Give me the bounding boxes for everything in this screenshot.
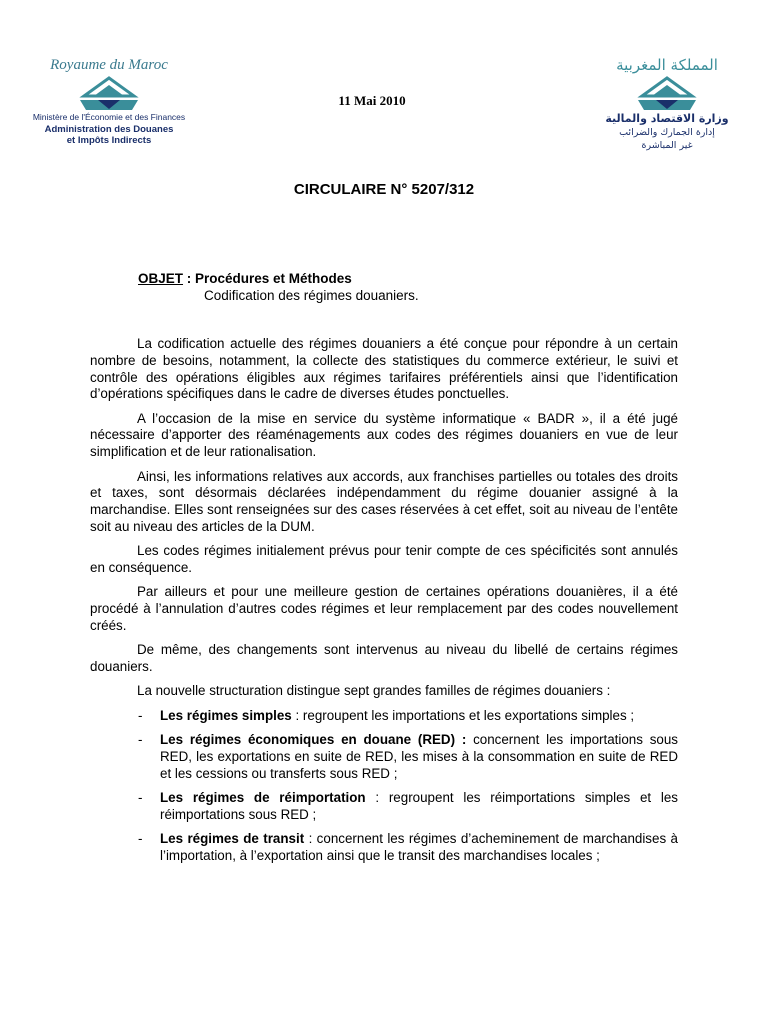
list-item-text: concernent les importations sous RED, les exportations en suite de RED, les mises à la consommation en suite de RED et les cessions ou transferts sous RED ; bbox=[160, 731, 678, 781]
paragraph: Par ailleurs et pour une meilleure gestion de certaines opérations douanières, il a été procédé à l’annulation d’autres codes régimes et leur remplacement par des codes nouvellement créés. bbox=[90, 584, 678, 633]
regime-families-list bbox=[90, 708, 678, 865]
ministry-name-fr: Ministère de l'Économie et des Finances bbox=[32, 112, 186, 122]
list-item bbox=[90, 708, 678, 725]
list-item-text: : regroupent les réimportations simples et les réimportations sous RED ; bbox=[160, 789, 678, 822]
customs-emblem-icon bbox=[632, 76, 702, 112]
administration-line2-ar: غير المباشرة bbox=[641, 140, 693, 151]
list-item bbox=[90, 790, 678, 824]
objet-separator: : bbox=[183, 271, 196, 286]
objet-subject-detail: Codification des régimes douaniers. bbox=[204, 288, 419, 303]
ministry-name-ar: وزارة الاقتصاد والمالية bbox=[605, 112, 729, 125]
list-bullet: - bbox=[138, 789, 143, 805]
administration-line2-fr: et Impôts Indirects bbox=[66, 135, 152, 146]
list-item-text: : concernent les régimes d’acheminement de marchandises à l’importation, à l’exportation ainsi que le transit des marchandises locales ; bbox=[160, 830, 678, 863]
list-bullet: - bbox=[138, 707, 143, 723]
list-item-term: Les régimes simples bbox=[160, 707, 292, 723]
list-bullet: - bbox=[138, 830, 143, 846]
left-logo bbox=[14, 56, 204, 176]
document-date: 11 Mai 2010 bbox=[338, 93, 406, 108]
list-item-term: Les régimes économiques en douane (RED) : bbox=[160, 731, 467, 747]
paragraph: Les codes régimes initialement prévus pour tenir compte de ces spécificités sont annulés en conséquence. bbox=[90, 543, 678, 576]
paragraph: A l’occasion de la mise en service du système informatique « BADR », il a été jugé nécessaire d’apporter des réaménagements aux codes des régimes douaniers en vue de leur simplification et de leur rationalisation. bbox=[90, 410, 678, 460]
document-body bbox=[90, 336, 678, 872]
list-item bbox=[90, 831, 678, 865]
paragraph: Ainsi, les informations relatives aux accords, aux franchises partielles ou totales des droits et taxes, sont désormais déclarées indépendamment du régime douanier assigné à la marchandise. Elles sont renseignées sur des cases réservées à cet effet, soit au niveau de l’entête soit au niveau des articles de la DUM. bbox=[90, 468, 678, 534]
administration-line1-ar: إدارة الجمارك والضرائب bbox=[619, 127, 715, 138]
administration-line1-fr: Administration des Douanes bbox=[44, 124, 174, 135]
list-item bbox=[90, 732, 678, 782]
list-item-term: Les régimes de transit bbox=[160, 830, 305, 846]
list-bullet: - bbox=[138, 731, 143, 747]
right-logo bbox=[572, 56, 762, 176]
objet-block bbox=[138, 270, 678, 304]
list-item-term: Les régimes de réimportation bbox=[160, 789, 366, 805]
paragraph: La codification actuelle des régimes douaniers a été conçue pour répondre à un certain nombre de besoins, notamment, la collecte des statistiques du commerce extérieur, le suivi et contrôle des opérations éligibles aux régimes tarifaires préférentiels ainsi que l’identification d’opérations spécifiques dans le cadre de diverses études ponctuelles. bbox=[90, 336, 678, 402]
circular-title: CIRCULAIRE N° 5207/312 bbox=[293, 181, 475, 198]
paragraph: De même, des changements sont intervenus au niveau du libellé de certains régimes douaniers. bbox=[90, 642, 678, 675]
objet-heading bbox=[138, 270, 678, 287]
list-item-text: : regroupent les importations et les exportations simples ; bbox=[291, 707, 635, 723]
kingdom-name-ar: المملكة المغربية bbox=[616, 56, 718, 74]
objet-label: OBJET bbox=[138, 271, 184, 286]
paragraph: La nouvelle structuration distingue sept grandes familles de régimes douaniers : bbox=[137, 683, 611, 699]
kingdom-name-fr: Royaume du Maroc bbox=[50, 57, 168, 73]
objet-subject: Procédures et Méthodes bbox=[195, 271, 352, 286]
